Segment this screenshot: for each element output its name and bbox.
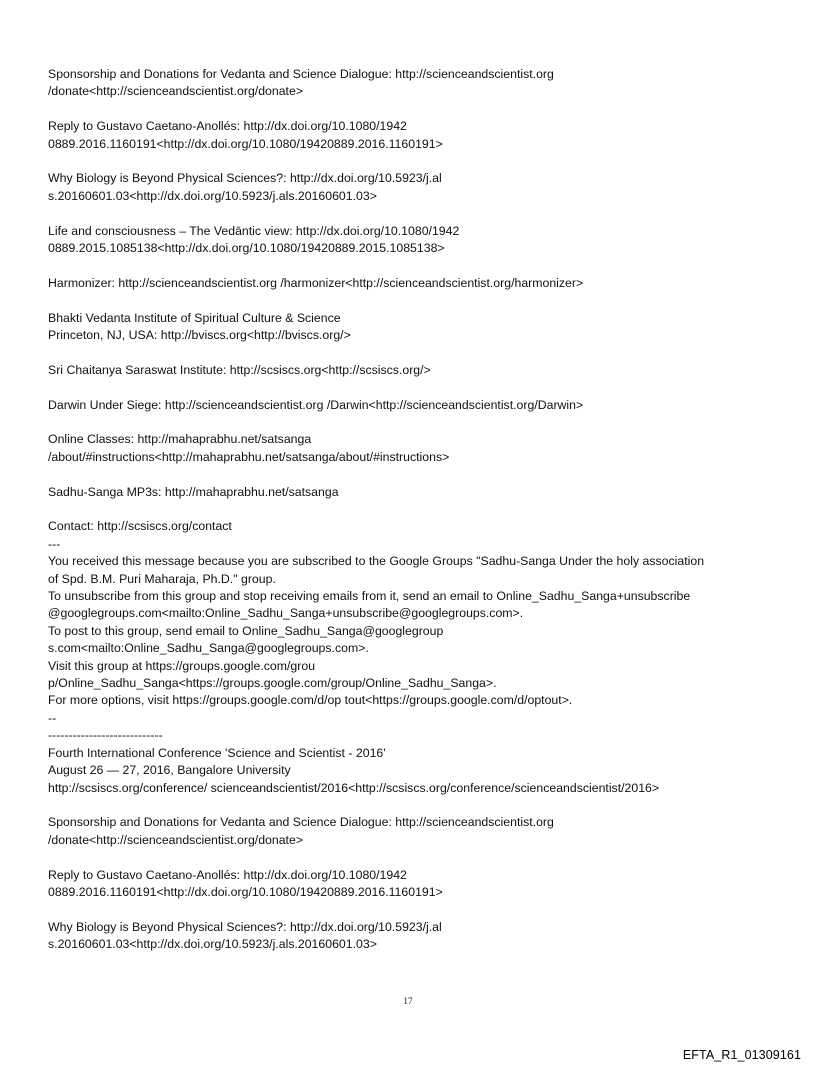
sponsorship-line-1: Sponsorship and Donations for Vedanta and Science Dialogue: http://scienceandscientist.org bbox=[48, 67, 554, 81]
reply-line-1: Reply to Gustavo Caetano-Anollés: http://dx.doi.org/10.1080/1942 bbox=[48, 119, 407, 134]
darwin-paragraph bbox=[48, 397, 788, 414]
footer-line: Fourth International Conference 'Science and Scientist - 2016' bbox=[48, 745, 386, 760]
footer-line: of Spd. B.M. Puri Maharaja, Ph.D." group. bbox=[48, 571, 276, 586]
sponsorship-paragraph bbox=[48, 66, 788, 101]
reply-paragraph-repeat bbox=[48, 867, 788, 902]
online-classes-paragraph bbox=[48, 431, 788, 466]
sponsorship-paragraph-repeat bbox=[48, 814, 788, 849]
why-biology-paragraph-repeat bbox=[48, 919, 788, 954]
harmonizer-line: Harmonizer: http://scienceandscientist.org /harmonizer<http://scienceandscientist.org/harmonizer> bbox=[48, 275, 584, 290]
reply-line-1: Reply to Gustavo Caetano-Anollés: http://dx.doi.org/10.1080/1942 bbox=[48, 867, 407, 882]
contact-paragraph bbox=[48, 518, 788, 535]
footer-line: For more options, visit https://groups.google.com/d/op tout<https://groups.google.com/d/optout>. bbox=[48, 693, 573, 708]
reply-line-2: 0889.2016.1160191<http://dx.doi.org/10.1080/19420889.2016.1160191> bbox=[48, 884, 443, 899]
footer-line: p/Online_Sadhu_Sanga<https://groups.google.com/group/Online_Sadhu_Sanga>. bbox=[48, 676, 497, 691]
footer-line: You received this message because you are subscribed to the Google Groups "Sadhu-Sanga Under the holy association bbox=[48, 554, 705, 569]
why-biology-line-1: Why Biology is Beyond Physical Sciences?: http://dx.doi.org/10.5923/j.al bbox=[48, 919, 442, 934]
footer-line: s.com<mailto:Online_Sadhu_Sanga@googlegroups.com>. bbox=[48, 641, 369, 656]
life-consciousness-paragraph bbox=[48, 223, 788, 258]
why-biology-paragraph bbox=[48, 170, 788, 205]
sponsorship-line-2: /donate<http://scienceandscientist.org/donate> bbox=[48, 832, 303, 847]
sponsorship-line-2: /donate<http://scienceandscientist.org/donate> bbox=[48, 84, 303, 99]
footer-line: To post to this group, send email to Online_Sadhu_Sanga@googlegroup bbox=[48, 623, 444, 638]
page-number: 17 bbox=[403, 997, 413, 1007]
footer-line: http://scsiscs.org/conference/ scienceandscientist/2016<http://scsiscs.org/conference/scienceandscientist/2016> bbox=[48, 780, 660, 795]
footer-line: To unsubscribe from this group and stop receiving emails from it, send an email to Online_Sadhu_Sanga+unsubscribe bbox=[48, 589, 691, 604]
harmonizer-paragraph bbox=[48, 275, 788, 292]
sri-chaitanya-paragraph bbox=[48, 362, 788, 379]
reply-line-2: 0889.2016.1160191<http://dx.doi.org/10.1080/19420889.2016.1160191> bbox=[48, 136, 443, 151]
mp3s-line: Sadhu-Sanga MP3s: http://mahaprabhu.net/satsanga bbox=[48, 484, 339, 499]
footer-line: @googlegroups.com<mailto:Online_Sadhu_Sanga+unsubscribe@googlegroups.com>. bbox=[48, 606, 524, 621]
bhakti-paragraph bbox=[48, 310, 788, 345]
reply-paragraph bbox=[48, 118, 788, 153]
why-biology-line-2: s.20160601.03<http://dx.doi.org/10.5923/j.als.20160601.03> bbox=[48, 188, 377, 203]
footer-line: --- bbox=[48, 536, 61, 551]
footer-line: Visit this group at https://groups.google.com/grou bbox=[48, 658, 316, 673]
darwin-line: Darwin Under Siege: http://scienceandscientist.org /Darwin<http://scienceandscientist.org/Darwin> bbox=[48, 397, 584, 412]
footer-line: -- bbox=[48, 710, 57, 725]
footer-line: ---------------------------- bbox=[48, 728, 163, 743]
sri-chaitanya-line: Sri Chaitanya Saraswat Institute: http://scsiscs.org<http://scsiscs.org/> bbox=[48, 362, 431, 377]
document-id: EFTA_R1_01309161 bbox=[682, 1048, 801, 1062]
mp3s-paragraph bbox=[48, 484, 788, 501]
bhakti-line-1: Bhakti Vedanta Institute of Spiritual Culture & Science bbox=[48, 310, 341, 325]
contact-line: Contact: http://scsiscs.org/contact bbox=[48, 519, 232, 534]
email-body bbox=[48, 66, 788, 954]
why-biology-line-1: Why Biology is Beyond Physical Sciences?: http://dx.doi.org/10.5923/j.al bbox=[48, 171, 442, 186]
sponsorship-line-1: Sponsorship and Donations for Vedanta and Science Dialogue: http://scienceandscientist.org bbox=[48, 815, 554, 830]
life-line-2: 0889.2015.1085138<http://dx.doi.org/10.1080/19420889.2015.1085138> bbox=[48, 241, 445, 256]
why-biology-line-2: s.20160601.03<http://dx.doi.org/10.5923/j.als.20160601.03> bbox=[48, 937, 377, 952]
online-classes-line-2: /about/#instructions<http://mahaprabhu.net/satsanga/about/#instructions> bbox=[48, 449, 450, 464]
group-footer bbox=[48, 536, 788, 797]
online-classes-line-1: Online Classes: http://mahaprabhu.net/satsanga bbox=[48, 432, 312, 447]
bhakti-line-2: Princeton, NJ, USA: http://bviscs.org<http://bviscs.org/> bbox=[48, 328, 351, 343]
life-line-1: Life and consciousness – The Vedāntic view: http://dx.doi.org/10.1080/1942 bbox=[48, 223, 460, 238]
footer-line: August 26 — 27, 2016, Bangalore University bbox=[48, 763, 291, 778]
